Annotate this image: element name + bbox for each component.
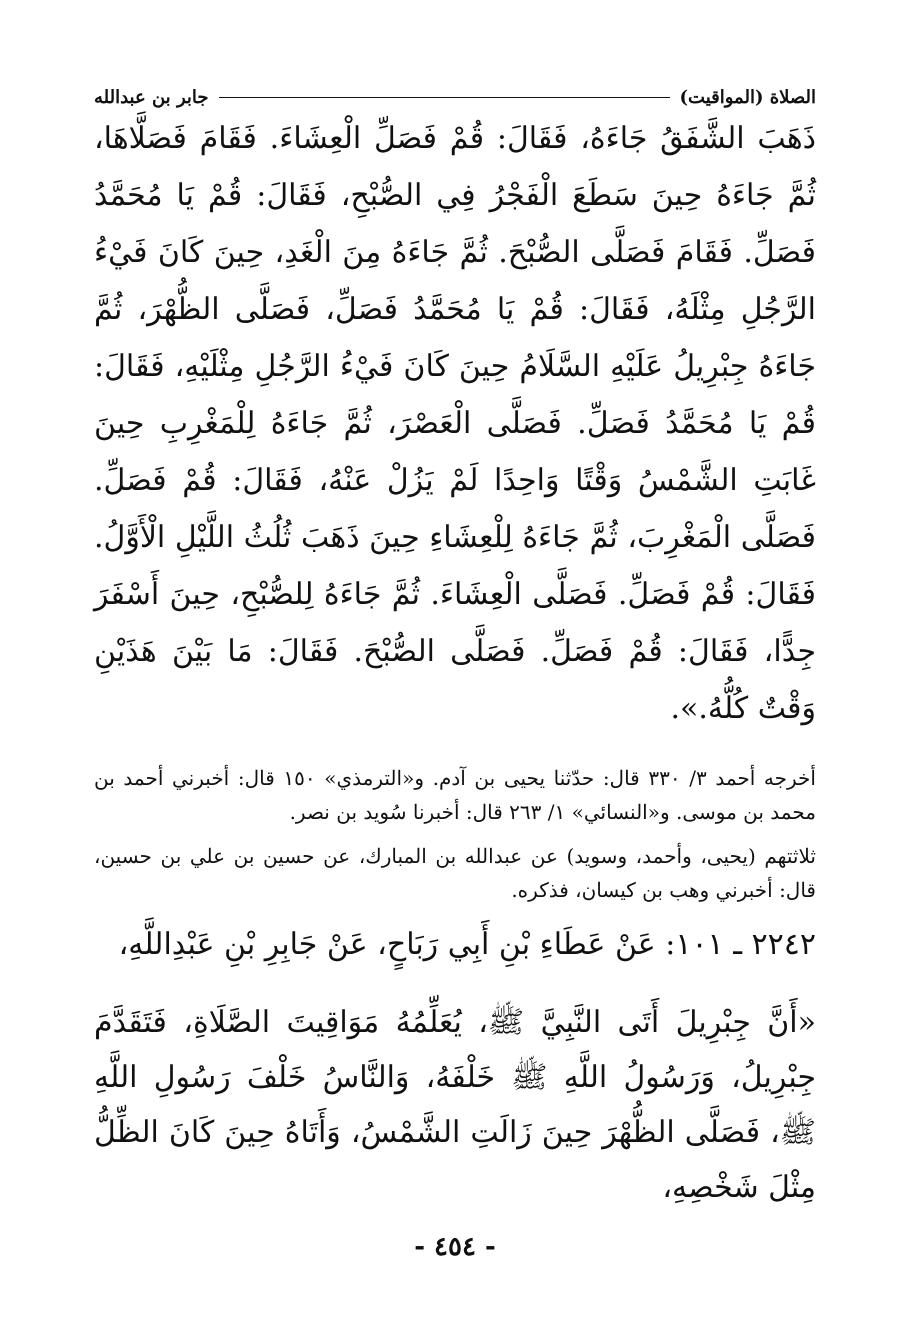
hadith-continuation	[94, 110, 816, 737]
hadith-isnad: ٢٢٤٢ ـ ١٠١: عَنْ عَطَاءِ بْنِ أَبِي رَبَاحٍ، عَنْ جَابِرِ بْنِ عَبْدِاللَّهِ،	[118, 927, 816, 962]
hadith-continuation-text: ذَهَبَ الشَّفَقُ جَاءَهُ، فَقَالَ: قُمْ فَصَلِّ الْعِشَاءَ. فَقَامَ فَصَلَّاهَا، ثُمَّ جَاءَهُ حِينَ سَطَعَ الْفَجْرُ فِي الصُّبْحِ، فَقَالَ: قُمْ يَا مُحَمَّدُ فَصَلِّ. فَقَامَ فَصَلَّى الصُّبْحَ. ثُمَّ جَاءَهُ مِنَ الْغَدِ، حِينَ كَانَ فَيْءُ الرَّجُلِ مِثْلَهُ، فَقَالَ: قُمْ يَا مُحَمَّدُ فَصَلِّ، فَصَلَّى الظُّهْرَ، ثُمَّ جَاءَهُ جِبْرِيلُ عَلَيْهِ السَّلَامُ حِينَ كَانَ فَيْءُ الرَّجُلِ مِثْلَيْهِ، فَقَالَ: قُمْ يَا مُحَمَّدُ فَصَلِّ. فَصَلَّى الْعَصْرَ، ثُمَّ جَاءَهُ لِلْمَغْرِبِ حِينَ غَابَتِ الشَّمْسُ وَقْتًا وَاحِدًا لَمْ يَزُلْ عَنْهُ، فَقَالَ: قُمْ فَصَلِّ. فَصَلَّى الْمَغْرِبَ، ثُمَّ جَاءَهُ لِلْعِشَاءِ حِينَ ذَهَبَ ثُلُثُ اللَّيْلِ الْأَوَّلُ. فَقَالَ: قُمْ فَصَلِّ. فَصَلَّى الْعِشَاءَ. ثُمَّ جَاءَهُ لِلصُّبْحِ، حِينَ أَسْفَرَ جِدًّا، فَقَالَ: قُمْ فَصَلِّ. فَصَلَّى الصُّبْحَ. فَقَالَ: مَا بَيْنَ هَذَيْنِ وَقْتٌ كُلُّهُ.».	[94, 121, 816, 726]
header-rule	[219, 96, 670, 98]
takhrij-note-1: أخرجه أحمد ٣/ ٣٣٠ قال: حدّثنا يحيى بن آدم. و«الترمذي» ١٥٠ قال: أخبرني أحمد بن محمد بن موسى. و«النسائي» ١/ ٢٦٣ قال: أخبرنا سُويد بن نصر.	[94, 766, 816, 824]
page-number: - ٤٥٤ -	[414, 1232, 496, 1262]
takhrij-notes	[94, 761, 816, 907]
narrator-name: جابر بن عبدالله	[94, 86, 209, 108]
running-header	[94, 84, 816, 110]
hadith-matn: «أَنَّ جِبْرِيلَ أَتَى النَّبِيَّ ﷺ، يُعَلِّمُهُ مَوَاقِيتَ الصَّلَاةِ، فَتَقَدَّمَ جِبْرِيلُ، وَرَسُولُ اللَّهِ ﷺ خَلْفَهُ، وَالنَّاسُ خَلْفَ رَسُولِ اللَّهِ ﷺ، فَصَلَّى الظُّهْرَ حِينَ زَالَتِ الشَّمْسُ، وَأَتَاهُ حِينَ كَانَ الظِّلُّ مِثْلَ شَخْصِهِ،	[94, 1005, 816, 1205]
takhrij-note-2: ثلاثتهم (يحيى، وأحمد، وسويد) عن عبدالله بن المبارك، عن حسين بن علي بن حسين، قال: أخبرني وهب بن كيسان، فذكره.	[94, 844, 816, 902]
chapter-title: الصلاة (المواقيت)	[679, 86, 816, 108]
